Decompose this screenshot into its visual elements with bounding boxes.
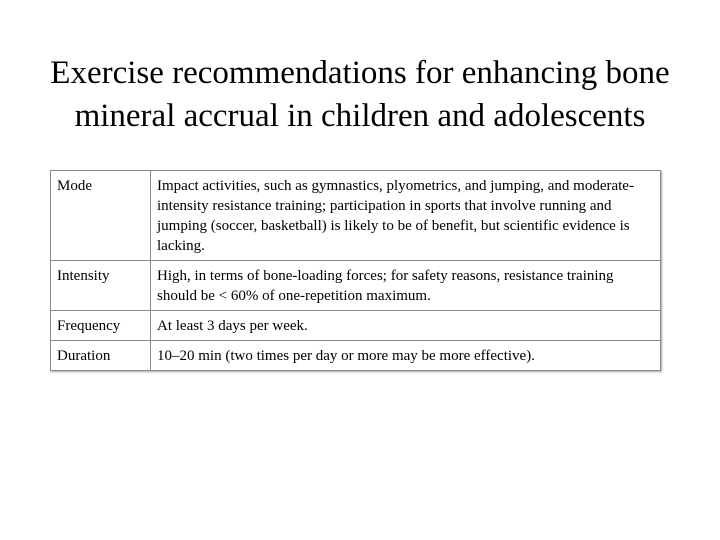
slide-title [0, 52, 720, 138]
row-label-frequency: Frequency [51, 311, 151, 341]
row-value-duration: 10–20 min (two times per day or more may be more effective). [151, 341, 661, 371]
slide-title-line-2: mineral accrual in children and adolescents [74, 98, 646, 134]
row-label-mode: Mode [51, 171, 151, 261]
row-value-intensity: High, in terms of bone-loading forces; for safety reasons, resistance training should be < 60% of one-repetition maximum. [151, 261, 661, 311]
row-label-duration: Duration [51, 341, 151, 371]
table-row-frequency [51, 311, 661, 341]
row-value-frequency: At least 3 days per week. [151, 311, 661, 341]
table-row-intensity [51, 261, 661, 311]
slide-title-line-1: Exercise recommendations for enhancing bone [50, 55, 670, 91]
row-value-mode: Impact activities, such as gymnastics, plyometrics, and jumping, and moderate-intensity resistance training; participation in sports that involve running and jumping (soccer, basketball) is likely to be of benefit, but scientific evidence is lacking. [151, 171, 661, 261]
recommendations-table [50, 170, 661, 371]
table-row-duration [51, 341, 661, 371]
row-label-intensity: Intensity [51, 261, 151, 311]
table-row-mode [51, 171, 661, 261]
